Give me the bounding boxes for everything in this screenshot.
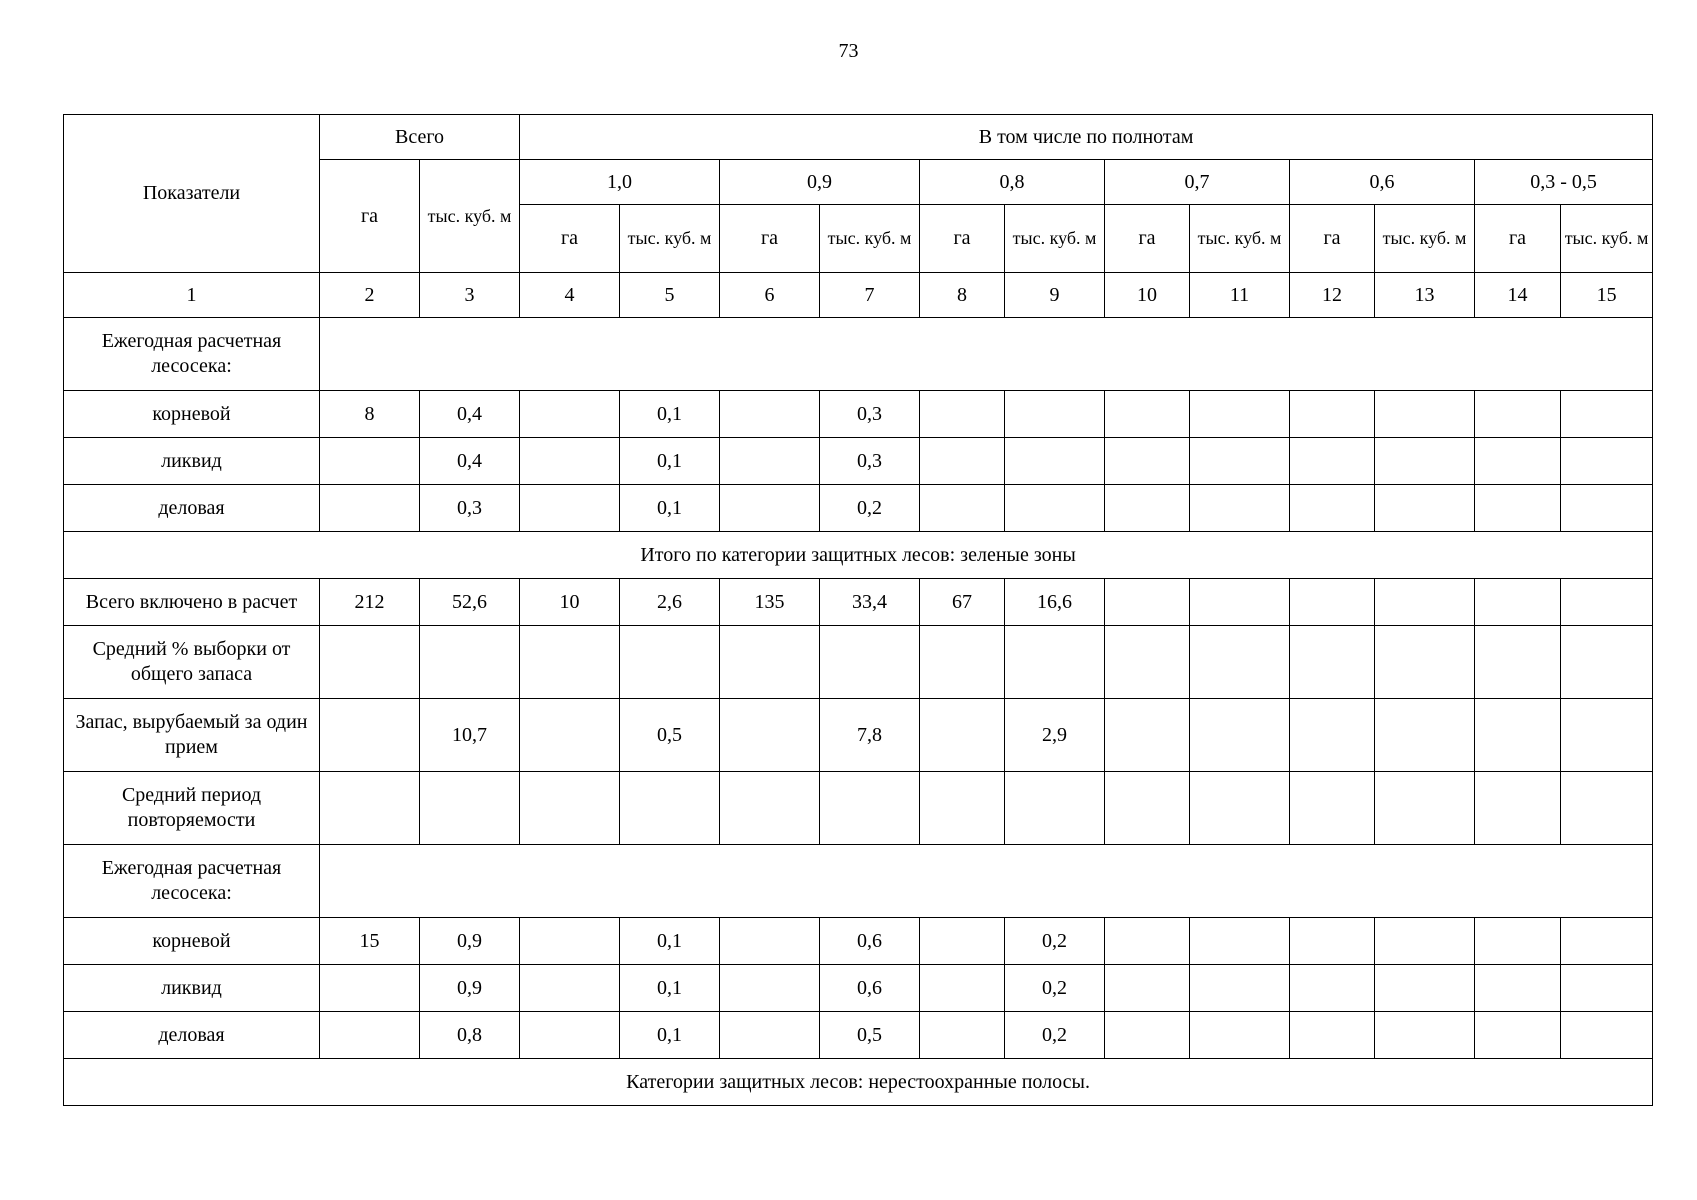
- table-cell: [920, 699, 1005, 772]
- stand-density-table: [63, 114, 1653, 1106]
- table-cell: [720, 699, 820, 772]
- table-cell: [1561, 965, 1653, 1012]
- table-cell: [720, 772, 820, 845]
- table-cell: 0,4: [420, 391, 520, 438]
- subheader-ha: га: [720, 205, 820, 273]
- table-cell: [720, 626, 820, 699]
- table-cell: 67: [920, 579, 1005, 626]
- header-row-1: [64, 115, 1653, 160]
- row-label: Запас, вырубаемый за один прием: [64, 699, 320, 772]
- table-row: [64, 579, 1653, 626]
- subheader-ha: га: [520, 205, 620, 273]
- table-cell: [1475, 918, 1561, 965]
- table-cell: [320, 485, 420, 532]
- table-cell: [1375, 965, 1475, 1012]
- table-cell: 8: [320, 391, 420, 438]
- column-number: 14: [1475, 273, 1561, 318]
- table-cell: [920, 772, 1005, 845]
- table-cell: [1290, 965, 1375, 1012]
- section-row: [64, 845, 1653, 918]
- table-row: [64, 918, 1653, 965]
- table-cell: [1375, 918, 1475, 965]
- table-row: [64, 772, 1653, 845]
- subheader-volume: тыс. куб. м: [1375, 205, 1475, 273]
- table-cell: 135: [720, 579, 820, 626]
- subheader-volume: тыс. куб. м: [620, 205, 720, 273]
- table-cell: [820, 772, 920, 845]
- table-cell: [320, 438, 420, 485]
- table-cell: [1190, 1012, 1290, 1059]
- table-cell: 0,3: [820, 391, 920, 438]
- column-number: 5: [620, 273, 720, 318]
- table-cell: [1005, 626, 1105, 699]
- table-row: [64, 485, 1653, 532]
- table-cell: [520, 438, 620, 485]
- column-number: 11: [1190, 273, 1290, 318]
- category-title: Итого по категории защитных лесов: зеленые зоны: [64, 532, 1653, 579]
- table-cell: 0,6: [820, 918, 920, 965]
- header-including: В том числе по полнотам: [520, 115, 1653, 160]
- table-cell: [1290, 699, 1375, 772]
- table-cell: [320, 965, 420, 1012]
- table-cell: [1475, 772, 1561, 845]
- table-cell: [520, 485, 620, 532]
- table-cell: [420, 772, 520, 845]
- table-cell: [720, 918, 820, 965]
- table-cell: [1375, 485, 1475, 532]
- table-cell: [920, 626, 1005, 699]
- table-cell: [1290, 626, 1375, 699]
- table-cell: [520, 1012, 620, 1059]
- column-number: 9: [1005, 273, 1105, 318]
- table-cell: [1190, 918, 1290, 965]
- table-cell: [620, 626, 720, 699]
- table-cell: [1475, 626, 1561, 699]
- subheader-ha: га: [920, 205, 1005, 273]
- table-cell: [1475, 438, 1561, 485]
- header-density-0-7: 0,7: [1105, 160, 1290, 205]
- column-number: 15: [1561, 273, 1653, 318]
- table-cell: [720, 438, 820, 485]
- table-cell: 0,2: [1005, 1012, 1105, 1059]
- table-cell: 0,1: [620, 391, 720, 438]
- column-number: 6: [720, 273, 820, 318]
- subheader-volume: тыс. куб. м: [1190, 205, 1290, 273]
- section-row: [64, 318, 1653, 391]
- table-cell: [1290, 485, 1375, 532]
- row-label: Всего включено в расчет: [64, 579, 320, 626]
- subheader-volume: тыс. куб. м: [1561, 205, 1653, 273]
- table-cell: 0,2: [1005, 965, 1105, 1012]
- table-cell: [1105, 579, 1190, 626]
- table-cell: 0,2: [1005, 918, 1105, 965]
- table-cell: 0,5: [620, 699, 720, 772]
- table-cell: [520, 772, 620, 845]
- subheader-ha: га: [1475, 205, 1561, 273]
- table-cell: 15: [320, 918, 420, 965]
- table-cell: [1190, 626, 1290, 699]
- table-cell: [1290, 579, 1375, 626]
- table-cell: [1561, 772, 1653, 845]
- table-cell: 0,5: [820, 1012, 920, 1059]
- column-number: 12: [1290, 273, 1375, 318]
- header-total-volume: тыс. куб. м: [420, 160, 520, 273]
- table-cell: 0,1: [620, 438, 720, 485]
- table-cell: [1561, 579, 1653, 626]
- table-cell: 2,6: [620, 579, 720, 626]
- column-number: 13: [1375, 273, 1475, 318]
- table-cell: [320, 772, 420, 845]
- header-total: Всего: [320, 115, 520, 160]
- table-cell: [1190, 772, 1290, 845]
- table-cell: [1475, 699, 1561, 772]
- table-cell: [1475, 485, 1561, 532]
- page-number: 73: [838, 40, 859, 62]
- subheader-volume: тыс. куб. м: [820, 205, 920, 273]
- table-cell: 0,2: [820, 485, 920, 532]
- table-cell: [1561, 438, 1653, 485]
- table-cell: [320, 1012, 420, 1059]
- category-title: Категории защитных лесов: нерестоохранные полосы.: [64, 1059, 1653, 1106]
- table-cell: 33,4: [820, 579, 920, 626]
- column-number: 4: [520, 273, 620, 318]
- table-cell: [520, 699, 620, 772]
- category-title-row: [64, 1059, 1653, 1106]
- table-cell: [1375, 626, 1475, 699]
- table-body: [64, 115, 1653, 1106]
- section-blank: [320, 845, 1653, 918]
- column-number-row: [64, 273, 1653, 318]
- table-cell: [1290, 918, 1375, 965]
- row-label: корневой: [64, 918, 320, 965]
- table-cell: 2,9: [1005, 699, 1105, 772]
- table-cell: [1005, 391, 1105, 438]
- table-row: [64, 626, 1653, 699]
- header-density-0-6: 0,6: [1290, 160, 1475, 205]
- table-cell: [1290, 772, 1375, 845]
- table-cell: [1290, 1012, 1375, 1059]
- table-cell: 0,8: [420, 1012, 520, 1059]
- table-cell: [1190, 965, 1290, 1012]
- table-cell: [320, 699, 420, 772]
- column-number: 3: [420, 273, 520, 318]
- subheader-ha: га: [1290, 205, 1375, 273]
- table-cell: 10,7: [420, 699, 520, 772]
- table-cell: 0,3: [820, 438, 920, 485]
- table-cell: [1475, 391, 1561, 438]
- table-cell: [1105, 391, 1190, 438]
- table-cell: [1190, 699, 1290, 772]
- table-cell: [1375, 1012, 1475, 1059]
- table-row: [64, 438, 1653, 485]
- table-cell: [1375, 699, 1475, 772]
- table-cell: 0,1: [620, 965, 720, 1012]
- header-indicators: Показатели: [64, 115, 320, 273]
- table-cell: [1561, 699, 1653, 772]
- section-blank: [320, 318, 1653, 391]
- table-cell: [1105, 438, 1190, 485]
- table-row: [64, 1012, 1653, 1059]
- table-cell: [520, 918, 620, 965]
- table-cell: [1561, 918, 1653, 965]
- table-cell: [520, 391, 620, 438]
- table-cell: [1005, 438, 1105, 485]
- table-cell: [1190, 391, 1290, 438]
- table-cell: [1475, 1012, 1561, 1059]
- section-label: Ежегодная расчетная лесосека:: [64, 318, 320, 391]
- table-cell: [1105, 1012, 1190, 1059]
- table-cell: [320, 626, 420, 699]
- row-label: деловая: [64, 1012, 320, 1059]
- header-total-ha: га: [320, 160, 420, 273]
- header-density-1-0: 1,0: [520, 160, 720, 205]
- table-cell: [1561, 391, 1653, 438]
- row-label: ликвид: [64, 965, 320, 1012]
- table-cell: 0,9: [420, 918, 520, 965]
- table-cell: 0,4: [420, 438, 520, 485]
- table-cell: [920, 485, 1005, 532]
- column-number: 10: [1105, 273, 1190, 318]
- table-cell: [920, 391, 1005, 438]
- table-cell: [720, 485, 820, 532]
- table-cell: [1190, 485, 1290, 532]
- header-density-0-9: 0,9: [720, 160, 920, 205]
- table-cell: 0,9: [420, 965, 520, 1012]
- row-label: Средний период повторяемости: [64, 772, 320, 845]
- table-row: [64, 965, 1653, 1012]
- table-cell: [1561, 626, 1653, 699]
- table-cell: 212: [320, 579, 420, 626]
- table-cell: [1375, 438, 1475, 485]
- subheader-ha: га: [1105, 205, 1190, 273]
- table-cell: 0,3: [420, 485, 520, 532]
- header-density-0-8: 0,8: [920, 160, 1105, 205]
- table-cell: [1375, 579, 1475, 626]
- table-cell: 0,1: [620, 1012, 720, 1059]
- table-cell: [1105, 918, 1190, 965]
- row-label: корневой: [64, 391, 320, 438]
- table-cell: 0,1: [620, 485, 720, 532]
- table-cell: 0,1: [620, 918, 720, 965]
- column-number: 2: [320, 273, 420, 318]
- table-cell: [620, 772, 720, 845]
- table-cell: [1475, 579, 1561, 626]
- table-cell: [1105, 965, 1190, 1012]
- table-row: [64, 699, 1653, 772]
- table-cell: [1475, 965, 1561, 1012]
- table-cell: 52,6: [420, 579, 520, 626]
- table-cell: 0,6: [820, 965, 920, 1012]
- header-density-0-3-0-5: 0,3 - 0,5: [1475, 160, 1653, 205]
- category-title-row: [64, 532, 1653, 579]
- table-cell: [420, 626, 520, 699]
- section-label: Ежегодная расчетная лесосека:: [64, 845, 320, 918]
- table-cell: 16,6: [1005, 579, 1105, 626]
- table-cell: [820, 626, 920, 699]
- row-label: Средний % выборки от общего запаса: [64, 626, 320, 699]
- column-number: 7: [820, 273, 920, 318]
- table-cell: [1561, 1012, 1653, 1059]
- table-cell: 7,8: [820, 699, 920, 772]
- table-cell: [1105, 626, 1190, 699]
- table-cell: [1561, 485, 1653, 532]
- table-cell: [920, 918, 1005, 965]
- table-cell: [1005, 485, 1105, 532]
- row-label: ликвид: [64, 438, 320, 485]
- table-cell: [1190, 579, 1290, 626]
- table-cell: [1005, 772, 1105, 845]
- row-label: деловая: [64, 485, 320, 532]
- table-cell: [520, 626, 620, 699]
- table-row: [64, 391, 1653, 438]
- subheader-volume: тыс. куб. м: [1005, 205, 1105, 273]
- table-cell: [720, 391, 820, 438]
- column-number: 1: [64, 273, 320, 318]
- table-cell: [920, 965, 1005, 1012]
- table-cell: [1290, 391, 1375, 438]
- table-cell: 10: [520, 579, 620, 626]
- table-cell: [1105, 485, 1190, 532]
- table-cell: [1190, 438, 1290, 485]
- table-cell: [1375, 391, 1475, 438]
- table-cell: [720, 1012, 820, 1059]
- table-cell: [520, 965, 620, 1012]
- table-cell: [920, 438, 1005, 485]
- table-cell: [1375, 772, 1475, 845]
- table-cell: [920, 1012, 1005, 1059]
- column-number: 8: [920, 273, 1005, 318]
- table-cell: [720, 965, 820, 1012]
- table-cell: [1105, 699, 1190, 772]
- table-cell: [1290, 438, 1375, 485]
- table-cell: [1105, 772, 1190, 845]
